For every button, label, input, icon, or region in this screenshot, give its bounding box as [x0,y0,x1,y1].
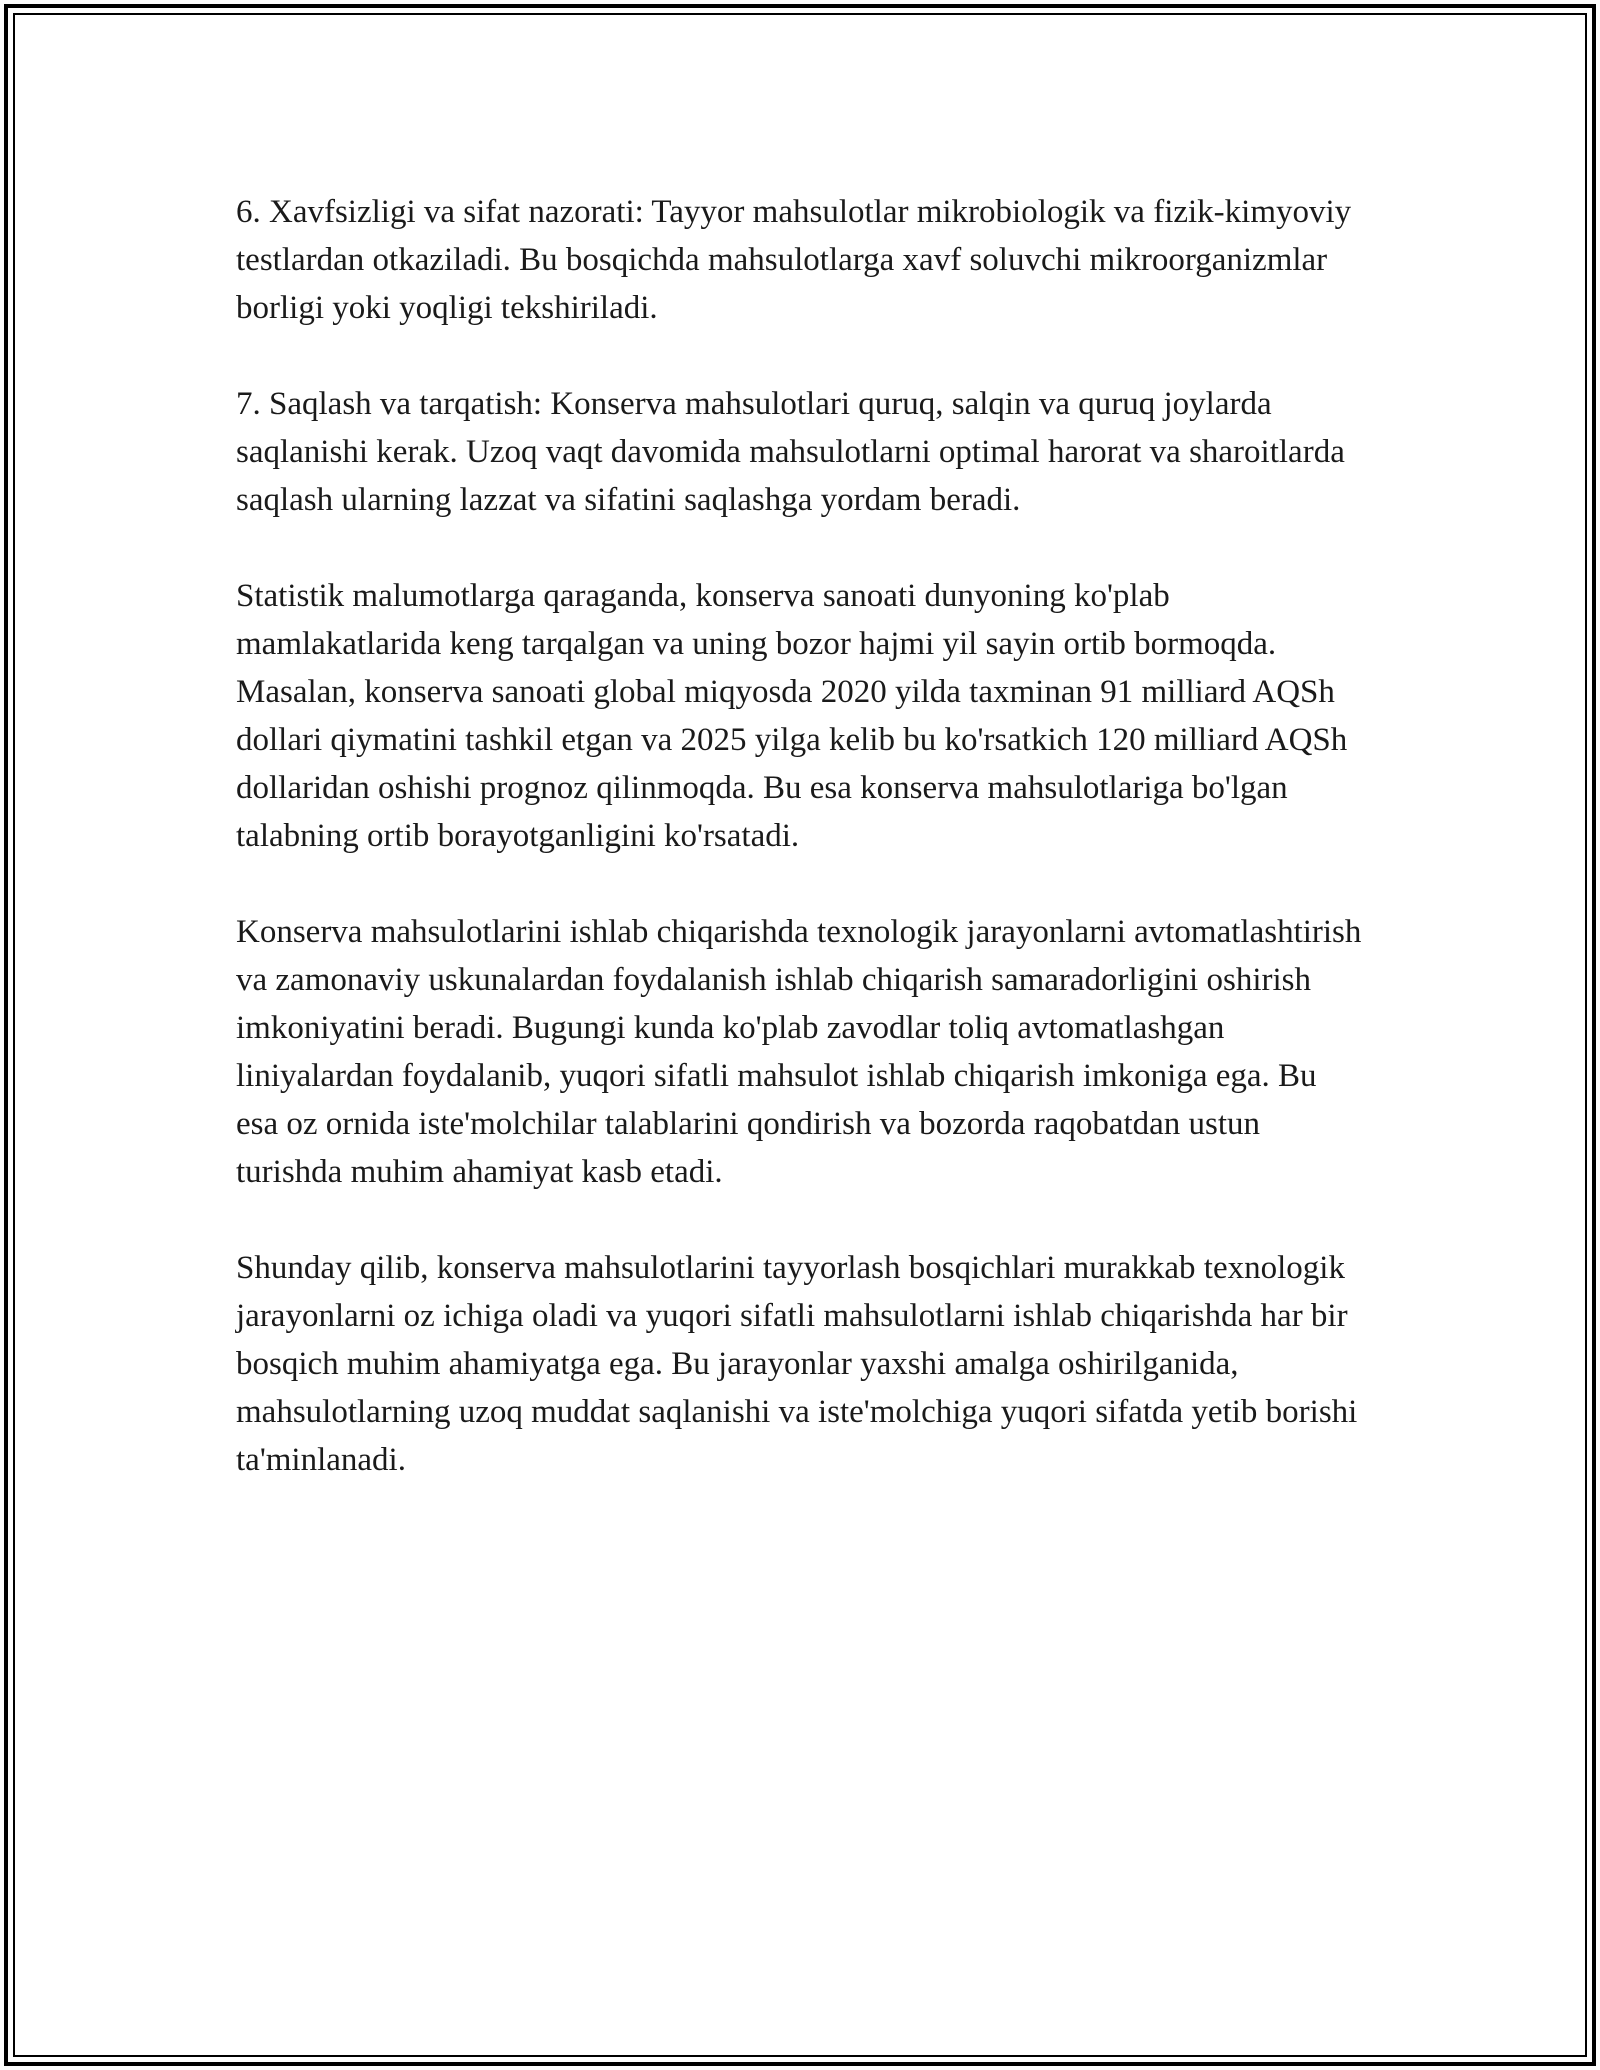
paragraph-conclusion: Shunday qilib, konserva mahsulotlarini tayyorlash bosqichlari murakkab texnologik jarayonlarni oz ichiga oladi va yuqori sifatli mahsulotlarni ishlab chiqarishda har bir bosqich muhim ahamiyatga ega. Bu jarayonlar yaxshi amalga oshirilganida, mahsulotlarning uzoq muddat saqlanishi va iste'molchiga yuqori sifatda yetib borishi ta'minlanadi. [236,1250,1358,1478]
document-body [236,188,1366,1532]
paragraph-statistics: Statistik malumotlarga qaraganda, konserva sanoati dunyoning ko'plab mamlakatlarida keng tarqalgan va uning bozor hajmi yil sayin ortib bormoqda. Masalan, konserva sanoati global miqyosda 2020 yilda taxminan 91 milliard AQSh dollari qiymatini tashkil etgan va 2025 yilga kelib bu ko'rsatkich 120 milliard AQSh dollaridan oshishi prognoz qilinmoqda. Bu esa konserva mahsulotlariga bo'lgan talabning ortib borayotganligini ko'rsatadi. [236,578,1348,854]
paragraph-automation: Konserva mahsulotlarini ishlab chiqarishda texnologik jarayonlarni avtomatlashtirish va zamonaviy uskunalardan foydalanish ishlab chiqarish samaradorligini oshirish imkoniyatini beradi. Bugungi kunda ko'plab zavodlar toliq avtomatlashgan liniyalardan foydalanib, yuqori sifatli mahsulot ishlab chiqarish imkoniga ega. Bu esa oz ornida iste'molchilar talablarini qondirish va bozorda raqobatdan ustun turishda muhim ahamiyat kasb etadi. [236,914,1362,1190]
paragraph-safety-quality-control: 6. Xavfsizligi va sifat nazorati: Tayyor mahsulotlar mikrobiologik va fizik-kimyoviy testlardan otkaziladi. Bu bosqichda mahsulotlarga xavf soluvchi mikroorganizmlar borligi yoki yoqligi tekshiriladi. [236,194,1352,326]
paragraph-storage-distribution: 7. Saqlash va tarqatish: Konserva mahsulotlari quruq, salqin va quruq joylarda saqlanishi kerak. Uzoq vaqt davomida mahsulotlarni optimal harorat va sharoitlarda saqlash ularning lazzat va sifatini saqlashga yordam beradi. [236,386,1345,518]
